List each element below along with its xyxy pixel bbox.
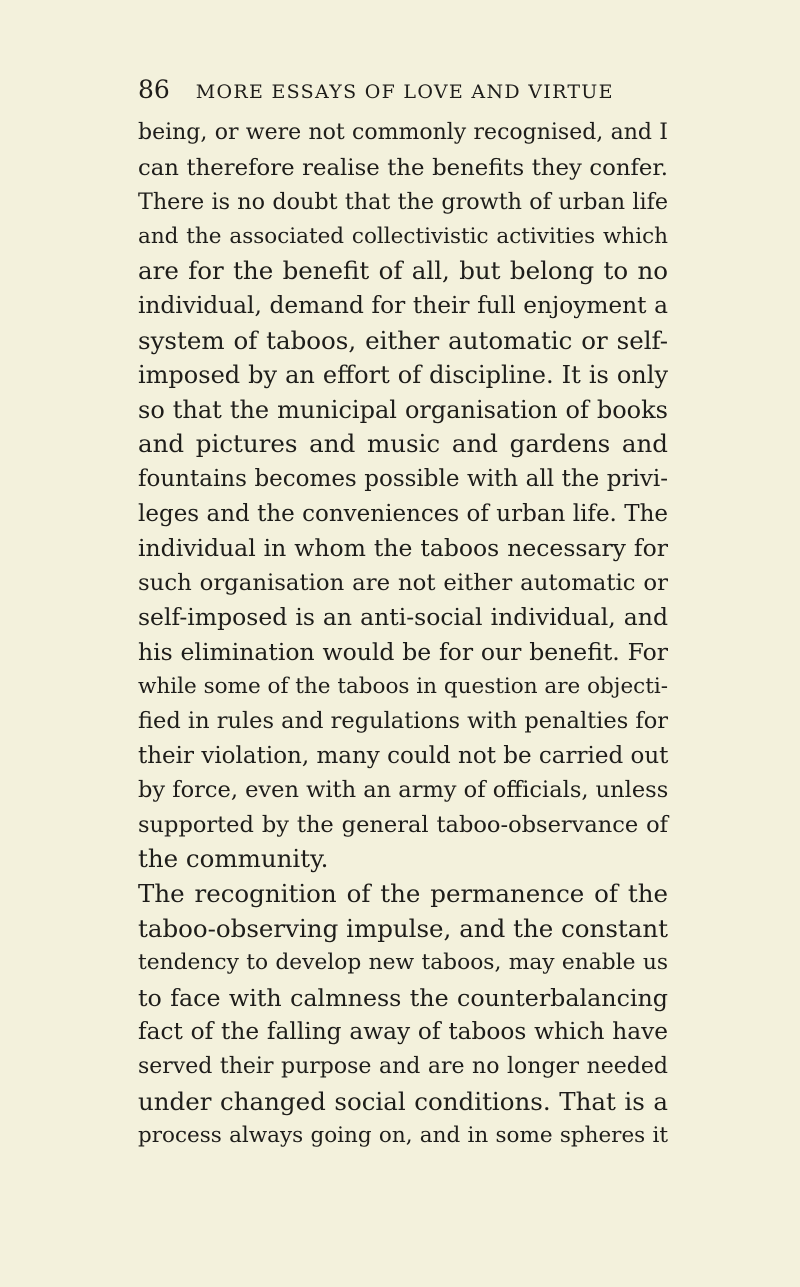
text-line: being, or were not commonly recognised, and I — [138, 120, 668, 145]
text-line: system of taboos, either automatic or self- — [138, 325, 668, 355]
text-line: such organisation are not either automatic or — [138, 569, 668, 596]
text-line: so that the municipal organisation of books — [138, 395, 668, 424]
text-line: The recognition of the permanence of the — [138, 879, 668, 909]
text-line: individual, demand for their full enjoyment a — [138, 291, 668, 319]
text-line: under changed social conditions. That is a — [138, 1086, 668, 1116]
text-line: supported by the general taboo-observance of — [138, 811, 668, 838]
text-line: while some of the taboos in question are objecti- — [138, 673, 668, 699]
text-line: are for the benefit of all, but belong to no — [138, 256, 668, 286]
page-number: 86 — [138, 75, 170, 104]
text-line: by force, even with an army of officials, unless — [138, 777, 669, 804]
text-line: There is no doubt that the growth of urban life — [138, 189, 668, 216]
text-line: taboo-observing impulse, and the constant — [138, 913, 668, 943]
text-line: individual in whom the taboos necessary for — [138, 534, 668, 563]
text-line: self-imposed is an anti-social individual, and — [138, 603, 668, 632]
text-line: his elimination would be for our benefit. For — [138, 637, 668, 666]
text-line: can therefore realise the benefits they confer. — [138, 154, 668, 181]
text-line: and the associated collectivistic activities which — [138, 223, 668, 249]
text-line: and pictures and music and gardens and — [138, 429, 668, 459]
text-line: their violation, many could not be carried out — [138, 742, 669, 769]
running-head — [138, 72, 678, 108]
text-line: fied in rules and regulations with penalties for — [138, 708, 669, 735]
body-text — [138, 116, 668, 1154]
running-title: MORE ESSAYS OF LOVE AND VIRTUE — [195, 81, 614, 103]
text-line: imposed by an effort of discipline. It is only — [138, 361, 668, 390]
text-line: fact of the falling away of taboos which have — [138, 1018, 668, 1046]
text-line: served their purpose and are no longer needed — [138, 1054, 668, 1080]
text-line: tendency to develop new taboos, may enable us — [138, 950, 668, 976]
text-line: the community. — [138, 844, 329, 874]
text-line: leges and the conveniences of urban life. The — [138, 500, 668, 527]
text-line: fountains becomes possible with all the privi- — [138, 465, 668, 492]
text-line: to face with calmness the counterbalancing — [138, 983, 668, 1012]
text-line: process always going on, and in some spheres it — [138, 1123, 668, 1149]
